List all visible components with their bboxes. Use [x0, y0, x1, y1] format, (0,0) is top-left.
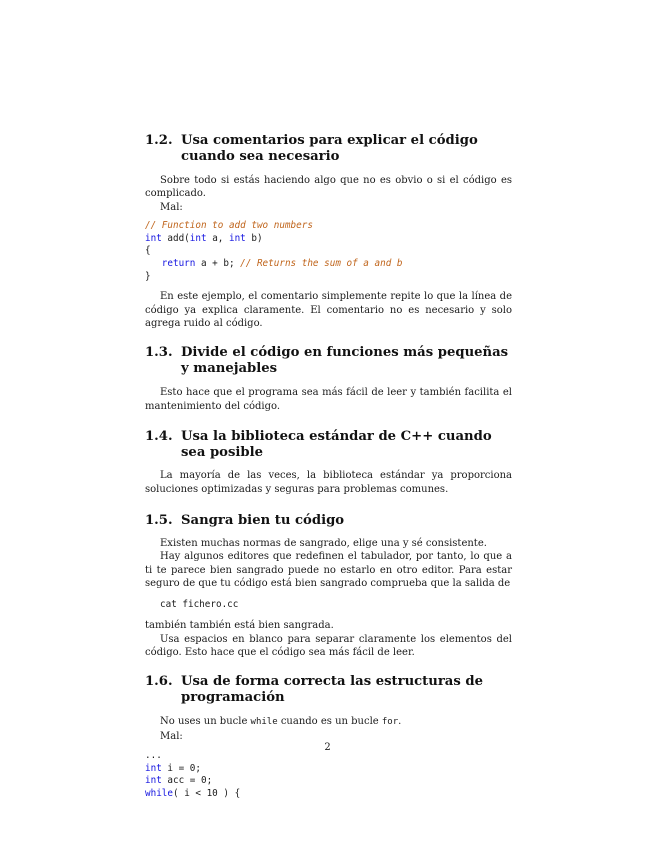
- section-1-5-p1: Existen muchas normas de sangrado, elige una y sé consistente.: [160, 538, 487, 550]
- section-title: Sangra bien tu código: [181, 513, 345, 529]
- section-number: 1.2.: [145, 133, 173, 148]
- code-block-comment-example: // Function to add two numbers int add(int a, int b) { return a + b; // Returns the sum of a and b }: [145, 220, 403, 282]
- section-1-3-heading: [145, 345, 512, 377]
- section-1-2-heading: [145, 133, 512, 165]
- section-1-3-body: Esto hace que el programa sea más fácil de leer y también facilita el mantenimiento del código.: [145, 387, 512, 412]
- section-1-6-heading: [145, 674, 512, 706]
- code-block-loop-example: ... int i = 0; int acc = 0; while( i < 10 ) {: [145, 750, 241, 800]
- section-1-4-body: La mayoría de las veces, la biblioteca estándar ya proporciona soluciones optimizadas y seguras para problemas comunes.: [145, 470, 512, 495]
- inline-code-for: for: [381, 717, 399, 728]
- page-content: [145, 130, 512, 801]
- section-number: 1.6.: [145, 674, 173, 690]
- section-title: Divide el código en funciones más pequeñas y manejables: [181, 345, 509, 377]
- section-number: 1.5.: [145, 513, 173, 529]
- section-1-2-intro: Sobre todo si estás haciendo algo que no es obvio o si el código es complicado.: [145, 175, 512, 200]
- section-1-5-heading: [145, 513, 512, 529]
- bad-label: Mal:: [160, 201, 183, 213]
- section-number: 1.4.: [145, 429, 173, 445]
- section-1-2-after: En este ejemplo, el comentario simplemente repite lo que la línea de código ya explica claramente. El comentario no es necesario y solo agrega ruido al código.: [145, 291, 512, 329]
- section-1-5-p3: también también está bien sangrada.: [145, 620, 334, 632]
- section-title: Usa de forma correcta las estructuras de programación: [181, 674, 483, 706]
- section-1-5-p4: Usa espacios en blanco para separar claramente los elementos del código. Esto hace que el código sea más fácil de leer.: [145, 633, 512, 659]
- command-example: cat fichero.cc: [160, 598, 239, 610]
- bad-label: Mal:: [160, 730, 183, 742]
- section-title: Usa comentarios para explicar el código cuando sea necesario: [181, 133, 478, 164]
- section-title: Usa la biblioteca estándar de C++ cuando sea posible: [181, 429, 492, 461]
- section-1-5-p2: Hay algunos editores que redefinen el tabulador, por tanto, lo que a ti te parece bien sangrado puede no estarlo en otro editor. Para estar seguro de que tu código está bien sangrado comprueba que la salida de: [145, 551, 512, 590]
- inline-code-while: while: [250, 717, 278, 728]
- section-1-6-p1: No uses un bucle while cuando es un bucle for.: [160, 716, 402, 728]
- page-number: 2: [324, 742, 331, 753]
- code-comment: // Function to add two numbers: [145, 220, 313, 232]
- section-1-4-heading: [145, 429, 512, 461]
- section-number: 1.3.: [145, 345, 173, 361]
